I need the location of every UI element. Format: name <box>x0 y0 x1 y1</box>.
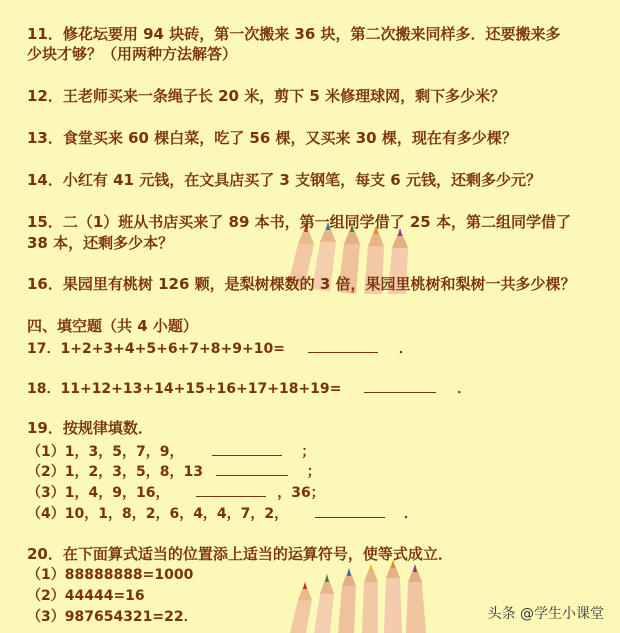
answer-blank-19-4[interactable] <box>315 503 385 518</box>
problem-19-2 <box>27 461 321 482</box>
problem-19-3-tail: ，36； <box>277 485 325 501</box>
answer-blank-19-2[interactable] <box>216 461 288 476</box>
answer-blank-19-1[interactable] <box>212 441 282 456</box>
watermark: 头条 @学生小课堂 <box>487 606 604 622</box>
answer-blank-18[interactable] <box>364 378 436 393</box>
section-heading: 四、填空题（共 4 小题） <box>27 317 198 335</box>
problem-11-line2: 少块才够？（用两种方法解答） <box>27 45 238 63</box>
problem-19-4 <box>27 503 418 524</box>
problem-17-text: 17．1+2+3+4+5+6+7+8+9+10= <box>27 341 285 357</box>
punct-semicolon: ； <box>306 464 321 480</box>
answer-blank-17[interactable] <box>308 338 378 353</box>
problem-20-3: （3）987654321=22． <box>27 609 198 625</box>
problem-14: 14．小红有 41 元钱，在文具店买了 3 支钢笔，每支 6 元钱，还剩多少元？ <box>27 171 541 189</box>
punct-period: ． <box>403 506 418 522</box>
punct-semicolon: ； <box>301 444 316 460</box>
punct-period: ． <box>457 381 472 397</box>
problem-19-4-text: （4）10，1，8，2，6，4，4，7，2， <box>27 506 289 522</box>
problem-19-3-text: （3）1，4，9，16， <box>27 485 170 501</box>
problem-16: 16．果园里有桃树 126 颗，是梨树棵数的 3 倍，果园里桃树和梨树一共多少棵？ <box>27 275 576 293</box>
punct-period: ． <box>398 341 413 357</box>
problem-20-1: （1）88888888=1000 <box>27 567 194 583</box>
answer-blank-19-3[interactable] <box>196 482 266 497</box>
problem-18-text: 18．11+12+13+14+15+16+17+18+19= <box>27 381 342 397</box>
problem-19-1-text: （1）1，3，5，7，9， <box>27 444 184 460</box>
problem-19-title: 19．按规律填数． <box>27 419 153 437</box>
problem-13: 13．食堂买来 60 棵白菜，吃了 56 棵，又买来 30 棵，现在有多少棵？ <box>27 129 517 147</box>
problem-19-2-text: （2）1，2，3，5，8，13 <box>27 464 203 480</box>
problem-20-title: 20．在下面算式适当的位置添上适当的运算符号，使等式成立． <box>27 545 453 563</box>
pencils-illustration-bottom <box>284 556 434 633</box>
problem-19-1 <box>27 441 315 462</box>
problem-12: 12．王老师买来一条绳子长 20 米，剪下 5 米修理球网，剩下多少米？ <box>27 87 506 105</box>
problem-18 <box>27 378 471 399</box>
problem-17 <box>27 338 413 359</box>
problem-15-line1: 15．二（1）班从书店买来了 89 本书，第一组同学借了 25 本，第二组同学借了 <box>27 213 571 231</box>
problem-20-2: （2）44444=16 <box>27 588 145 604</box>
problem-15-line2: 38 本，还剩多少本？ <box>27 234 174 252</box>
problem-11-line1: 11．修花坛要用 94 块砖，第一次搬来 36 块，第二次搬来同样多．还要搬来多 <box>27 25 561 43</box>
problem-19-3 <box>27 482 325 503</box>
